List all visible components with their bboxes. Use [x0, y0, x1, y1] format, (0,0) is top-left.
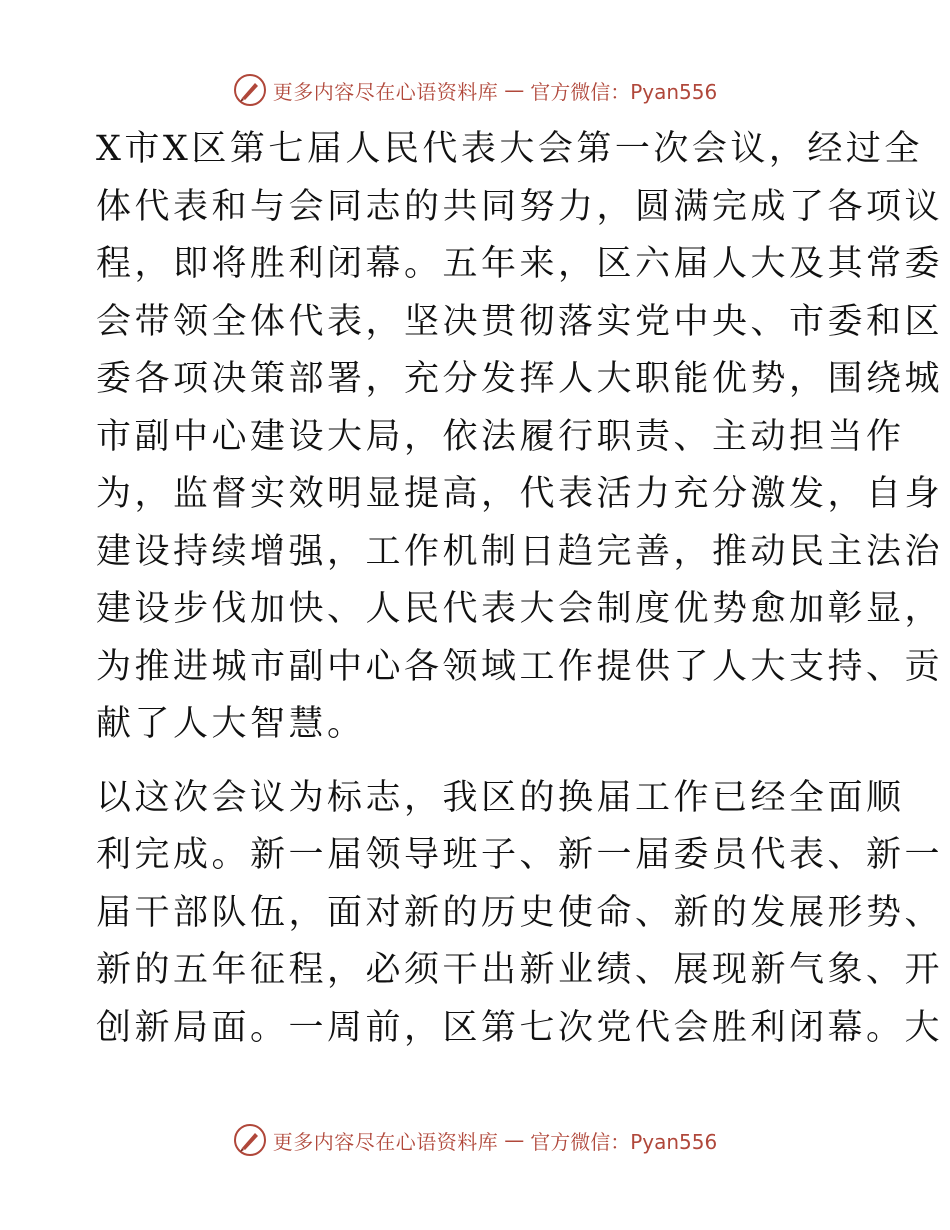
- text-line: 建设步伐加快、人民代表大会制度优势愈加彰显，: [96, 589, 944, 629]
- text-line: 以这次会议为标志，我区的换届工作已经全面顺: [96, 777, 905, 818]
- paragraph-2: [96, 770, 944, 1058]
- text-line: 委各项决策部署，充分发挥人大职能优势，围绕城: [96, 359, 944, 399]
- document-body: [96, 121, 944, 1073]
- text-line: 程，即将胜利闭幕。五年来，区六届人大及其常委: [96, 244, 944, 284]
- header-watermark: [0, 70, 950, 110]
- watermark-text: 更多内容尽在心语资料库: [272, 1129, 499, 1154]
- watermark-wechat: 官方微信：Pyan556: [530, 79, 718, 104]
- text-line: 届干部队伍，面对新的历史使命、新的发展形势、: [96, 892, 944, 933]
- text-line: 体代表和与会同志的共同努力，圆满完成了各项议: [96, 186, 944, 227]
- watermark-dash: —: [504, 78, 525, 102]
- quill-logo-icon: [233, 1123, 267, 1157]
- watermark-wechat: 官方微信：Pyan556: [530, 1129, 718, 1154]
- text-line: 创新局面。一周前，区第七次党代会胜利闭幕。大: [96, 1007, 944, 1048]
- text-line: 献了人大智慧。: [96, 704, 366, 744]
- text-line: 为推进城市副中心各领域工作提供了人大支持、贡: [96, 646, 944, 687]
- paragraph-1: [96, 121, 944, 754]
- watermark-text: 更多内容尽在心语资料库: [272, 79, 499, 104]
- text-line: 利完成。新一届领导班子、新一届委员代表、新一: [96, 835, 944, 875]
- watermark-dash: —: [504, 1128, 525, 1152]
- text-line: 建设持续增强，工作机制日趋完善，推动民主法治: [96, 531, 944, 572]
- text-line: 为，监督实效明显提高，代表活力充分激发，自身: [96, 474, 944, 514]
- text-line: 会带领全体代表，坚决贯彻落实党中央、市委和区: [96, 301, 944, 342]
- footer-watermark: [0, 1120, 950, 1160]
- text-line: 市副中心建设大局，依法履行职责、主动担当作: [96, 416, 905, 457]
- text-line: X市X区第七届人民代表大会第一次会议，经过全: [96, 129, 923, 169]
- text-line: 新的五年征程，必须干出新业绩、展现新气象、开: [96, 950, 944, 990]
- quill-logo-icon: [233, 73, 267, 107]
